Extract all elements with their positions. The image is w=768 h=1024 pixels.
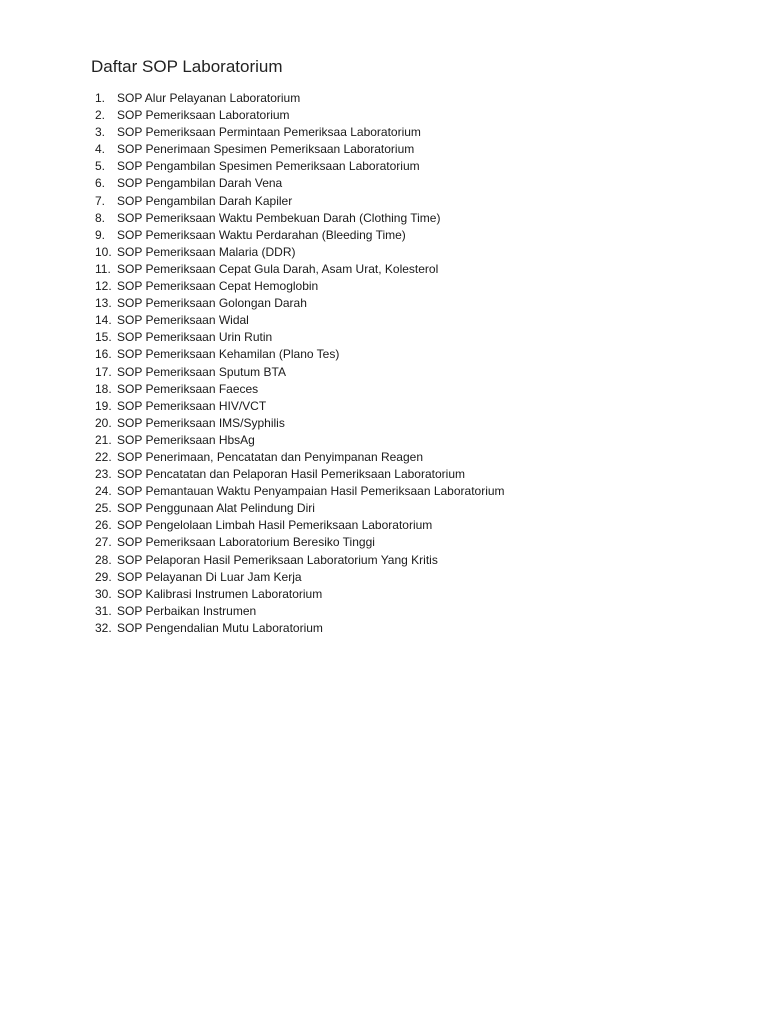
list-item-number: 3. bbox=[95, 125, 106, 140]
list-item-number: 20. bbox=[95, 415, 112, 430]
list-item-number: 5. bbox=[95, 159, 106, 174]
list-item bbox=[95, 500, 505, 517]
list-item bbox=[95, 381, 505, 398]
list-item-number: 21. bbox=[95, 432, 112, 447]
list-item-number: 10. bbox=[95, 244, 112, 259]
list-item-number: 1. bbox=[95, 91, 106, 105]
list-item bbox=[95, 107, 505, 124]
list-item-number: 11. bbox=[95, 261, 111, 276]
list-item-number: 27. bbox=[95, 535, 112, 550]
list-item-text: SOP Pemeriksaan Waktu Perdarahan (Bleeding Time) bbox=[117, 227, 406, 242]
list-item-text: SOP Pemeriksaan HIV/VCT bbox=[117, 398, 267, 413]
list-item bbox=[95, 158, 505, 175]
list-item bbox=[95, 193, 505, 210]
list-item-text: SOP Pemeriksaan Kehamilan (Plano Tes) bbox=[117, 347, 340, 362]
list-item-number: 7. bbox=[95, 193, 106, 208]
list-item bbox=[95, 90, 505, 107]
list-item bbox=[95, 534, 505, 551]
list-item-number: 15. bbox=[95, 330, 112, 345]
list-item-text: SOP Pelayanan Di Luar Jam Kerja bbox=[117, 569, 302, 584]
list-item bbox=[95, 346, 505, 363]
list-item-number: 16. bbox=[95, 347, 112, 362]
list-item-text: SOP Pemeriksaan Permintaan Pemeriksaa Laboratorium bbox=[117, 125, 421, 140]
list-item-number: 25. bbox=[95, 501, 112, 516]
list-item bbox=[95, 415, 505, 432]
list-item bbox=[95, 586, 505, 603]
sop-list bbox=[95, 90, 505, 637]
list-item-number: 30. bbox=[95, 586, 112, 601]
list-item-text: SOP Pemeriksaan Cepat Hemoglobin bbox=[117, 279, 319, 294]
list-item-number: 14. bbox=[95, 313, 112, 328]
list-item-number: 28. bbox=[95, 552, 112, 567]
list-item-text: SOP Pemeriksaan HbsAg bbox=[117, 432, 255, 447]
list-item-number: 26. bbox=[95, 518, 112, 533]
list-item bbox=[95, 210, 505, 227]
list-item bbox=[95, 278, 505, 295]
list-item bbox=[95, 603, 505, 620]
list-item-number: 22. bbox=[95, 449, 112, 464]
list-item-number: 4. bbox=[95, 142, 106, 157]
list-item-text: SOP Pemeriksaan Urin Rutin bbox=[117, 330, 273, 345]
list-item bbox=[95, 552, 505, 569]
list-item bbox=[95, 244, 505, 261]
list-item-number: 29. bbox=[95, 569, 112, 584]
list-item-number: 9. bbox=[95, 227, 106, 242]
list-item-number: 13. bbox=[95, 296, 112, 311]
list-item-text: SOP Pemeriksaan Sputum BTA bbox=[117, 364, 286, 379]
list-item-text: SOP Perbaikan Instrumen bbox=[117, 603, 257, 618]
list-item-text: SOP Pengelolaan Limbah Hasil Pemeriksaan Laboratorium bbox=[117, 518, 433, 533]
document-title: Daftar SOP Laboratorium bbox=[91, 57, 283, 76]
list-item bbox=[95, 141, 505, 158]
list-item-text: SOP Pemeriksaan Laboratorium bbox=[117, 108, 290, 123]
list-item-text: SOP Pencatatan dan Pelaporan Hasil Pemeriksaan Laboratorium bbox=[117, 467, 465, 482]
list-item-number: 8. bbox=[95, 210, 106, 225]
list-item-text: SOP Pemeriksaan Cepat Gula Darah, Asam Urat, Kolesterol bbox=[117, 261, 439, 276]
list-item-number: 31. bbox=[95, 603, 112, 618]
list-item-text: SOP Pemeriksaan Malaria (DDR) bbox=[117, 244, 296, 259]
list-item bbox=[95, 175, 505, 192]
list-item bbox=[95, 312, 505, 329]
list-item-text: SOP Pemeriksaan Widal bbox=[117, 313, 249, 328]
list-item bbox=[95, 398, 505, 415]
list-item-text: SOP Penggunaan Alat Pelindung Diri bbox=[117, 501, 315, 516]
list-item-text: SOP Kalibrasi Instrumen Laboratorium bbox=[117, 586, 323, 601]
list-item-text: SOP Penerimaan Spesimen Pemeriksaan Laboratorium bbox=[117, 142, 415, 157]
list-item bbox=[95, 124, 505, 141]
list-item-text: SOP Pemeriksaan Faeces bbox=[117, 381, 259, 396]
list-item bbox=[95, 483, 505, 500]
list-item bbox=[95, 329, 505, 346]
list-item-text: SOP Pengambilan Spesimen Pemeriksaan Laboratorium bbox=[117, 159, 420, 174]
list-item-number: 12. bbox=[95, 279, 112, 294]
list-item-number: 19. bbox=[95, 398, 112, 413]
list-item bbox=[95, 466, 505, 483]
list-item bbox=[95, 620, 505, 637]
list-item-number: 23. bbox=[95, 467, 112, 482]
list-item-number: 6. bbox=[95, 176, 106, 191]
list-item bbox=[95, 295, 505, 312]
list-item bbox=[95, 364, 505, 381]
list-item-text: SOP Pemeriksaan IMS/Syphilis bbox=[117, 415, 285, 430]
list-item bbox=[95, 449, 505, 466]
list-item-number: 2. bbox=[95, 108, 106, 123]
list-item-text: SOP Pemantauan Waktu Penyampaian Hasil Pemeriksaan Laboratorium bbox=[117, 484, 505, 499]
list-item bbox=[95, 432, 505, 449]
list-item-text: SOP Pemeriksaan Waktu Pembekuan Darah (Clothing Time) bbox=[117, 210, 441, 225]
list-item-text: SOP Pengendalian Mutu Laboratorium bbox=[117, 620, 323, 635]
list-item bbox=[95, 261, 505, 278]
list-item-text: SOP Alur Pelayanan Laboratorium bbox=[117, 91, 301, 105]
list-item-text: SOP Pemeriksaan Laboratorium Beresiko Tinggi bbox=[117, 535, 375, 550]
list-item-number: 32. bbox=[95, 620, 112, 635]
list-item bbox=[95, 569, 505, 586]
list-item-number: 17. bbox=[95, 364, 112, 379]
list-item-text: SOP Pelaporan Hasil Pemeriksaan Laboratorium Yang Kritis bbox=[117, 552, 438, 567]
list-item-text: SOP Pengambilan Darah Vena bbox=[117, 176, 283, 191]
list-item-text: SOP Pemeriksaan Golongan Darah bbox=[117, 296, 307, 311]
list-item-text: SOP Pengambilan Darah Kapiler bbox=[117, 193, 293, 208]
list-item bbox=[95, 517, 505, 534]
list-item-number: 18. bbox=[95, 381, 112, 396]
list-item-number: 24. bbox=[95, 484, 112, 499]
list-item bbox=[95, 227, 505, 244]
list-item-text: SOP Penerimaan, Pencatatan dan Penyimpanan Reagen bbox=[117, 449, 423, 464]
